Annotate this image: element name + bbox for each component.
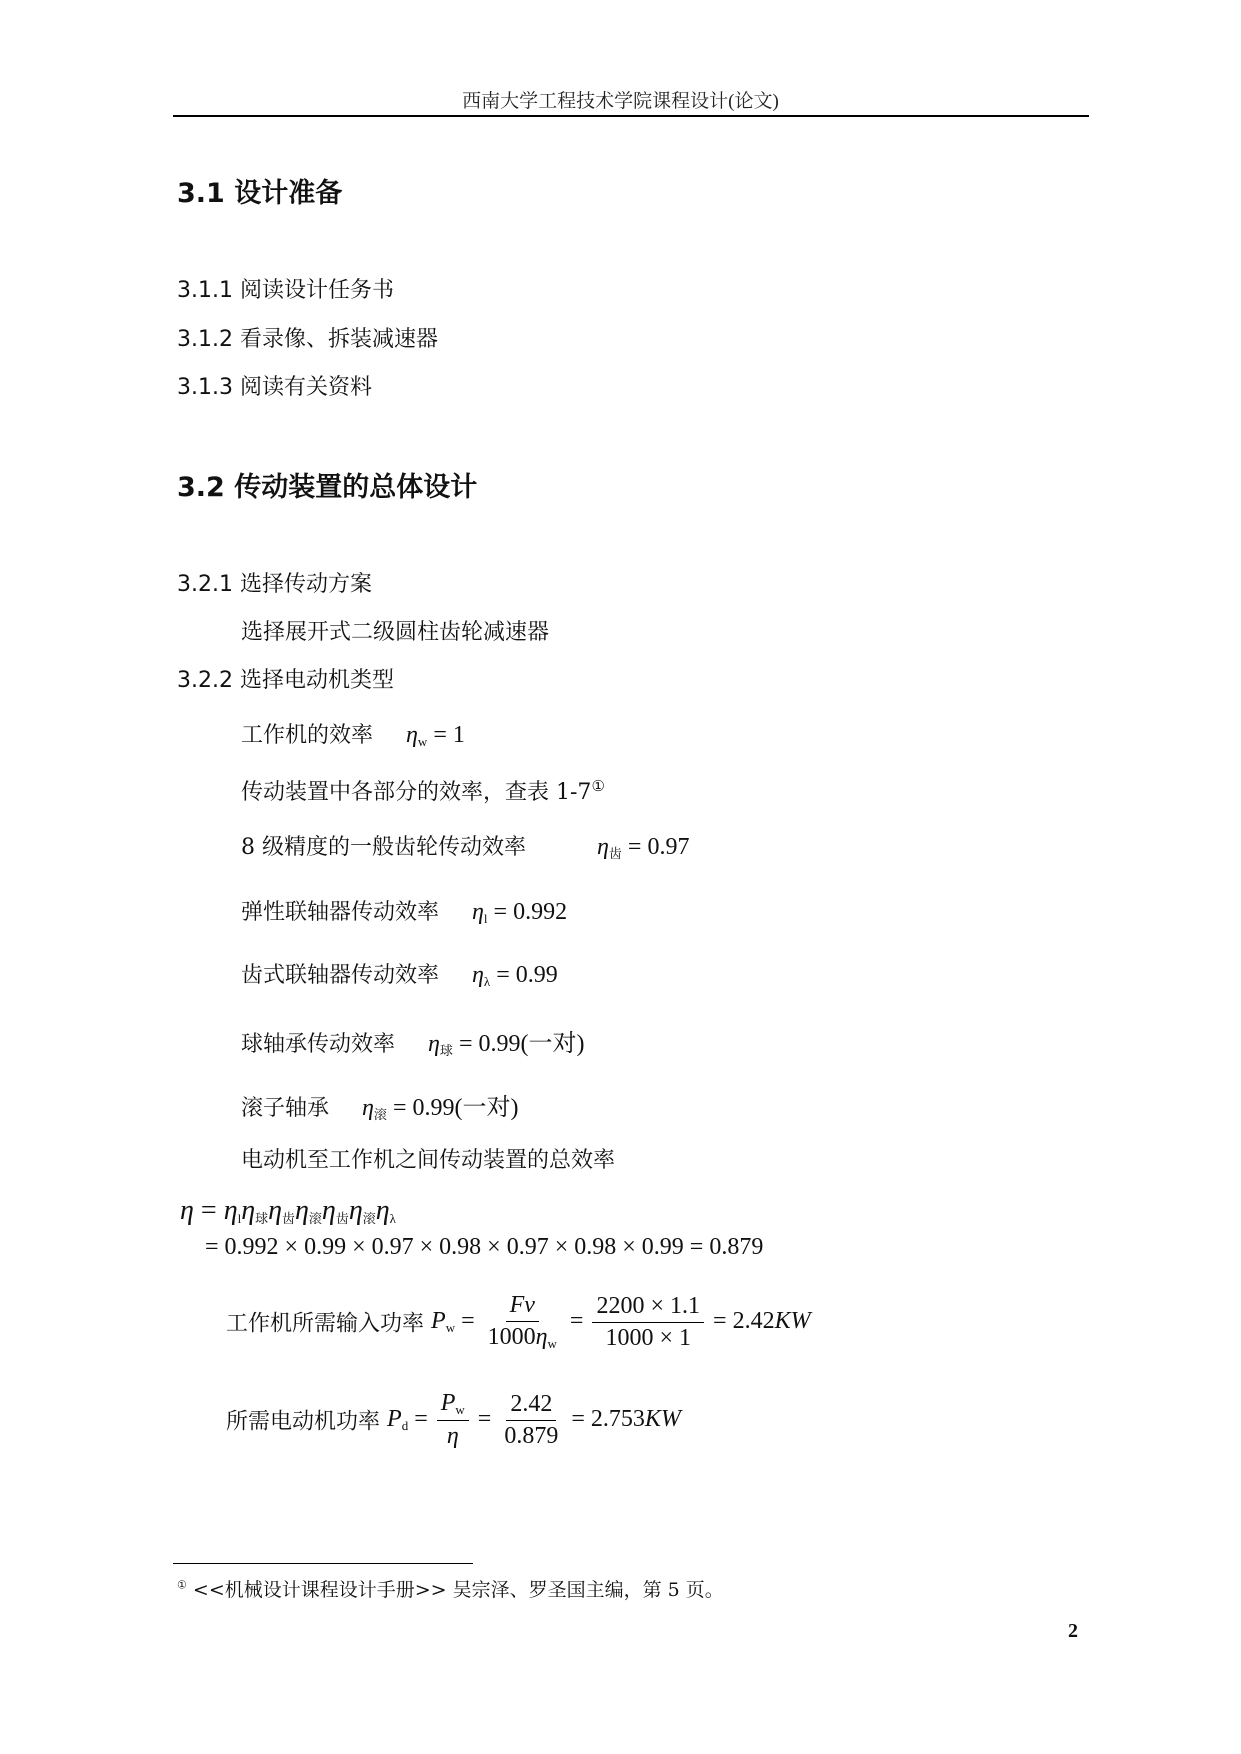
section-3-1-heading: 3.1 设计准备: [177, 178, 343, 209]
roller-bearing-line: 滚子轴承 $\eta_滚 = 0.99$(一对): [241, 1095, 519, 1122]
elastic-coupling-line: 弹性联轴器传动效率 $\eta_l = 0.992$: [241, 899, 568, 926]
footnote-text: <<机械设计课程设计手册>> 吴宗泽、罗圣国主编，第 5 页。: [192, 1579, 724, 1601]
ball-bearing-formula: $\eta_球 = 0.99$(一对): [428, 1031, 585, 1058]
gear-efficiency-formula: $\eta_齿 = 0.97$: [597, 834, 690, 861]
section-3-2-heading: 3.2 传动装置的总体设计: [177, 472, 478, 503]
gear-efficiency-line: 8 级精度的一般齿轮传动效率 $\eta_齿 = 0.97$: [241, 834, 690, 861]
header-rule: [173, 115, 1089, 117]
footnote-mark: ①: [177, 1578, 187, 1592]
transmission-scheme-text: 选择展开式二级圆柱齿轮减速器: [241, 620, 550, 645]
toothed-coupling-formula: $\eta_\lambda = 0.99$: [472, 962, 558, 989]
roller-bearing-formula: $\eta_滚 = 0.99$(一对): [362, 1095, 519, 1122]
item-3-1-1: 3.1.1 阅读设计任务书: [177, 278, 394, 303]
footnote-marker: ①: [591, 777, 605, 795]
work-efficiency-line: [241, 718, 465, 750]
total-efficiency-formula: $\eta = \eta_l\eta_球\eta_齿\eta_滚\eta_齿\eta_滚\eta_\lambda$: [180, 1195, 396, 1226]
footnote: [177, 1575, 724, 1602]
toothed-coupling-line: 齿式联轴器传动效率 $\eta_\lambda = 0.99$: [241, 962, 558, 989]
motor-power-formula: $P_d$ = $\frac{P_w}{\eta}$ = $\frac{2.42}{0.879}$ = 2.753KW: [387, 1390, 681, 1449]
work-efficiency-formula: $\eta_w = 1$: [406, 722, 465, 749]
table-reference-line: 传动装置中各部分的效率，查表 1-7①: [241, 777, 605, 805]
item-3-2-1: 3.2.1 选择传动方案: [177, 572, 372, 597]
total-efficiency-label: 电动机至工作机之间传动装置的总效率: [241, 1148, 616, 1173]
item-3-2-2: 3.2.2 选择电动机类型: [177, 668, 394, 693]
ball-bearing-line: 球轴承传动效率 $\eta_球 = 0.99$(一对): [241, 1031, 585, 1058]
footnote-rule: [173, 1563, 473, 1564]
work-efficiency-label: 工作机的效率: [241, 723, 374, 748]
total-efficiency-product: = 0.992 × 0.99 × 0.97 × 0.98 × 0.97 × 0.98 × 0.99 = 0.879: [205, 1234, 764, 1260]
item-3-1-3: 3.1.3 阅读有关资料: [177, 375, 372, 400]
elastic-coupling-formula: $\eta_l = 0.992$: [472, 899, 568, 926]
input-power-line: 工作机所需输入功率 $P_w$ = $\frac{Fv}{1000\eta_w}$ = $\frac{2200 \times 1.1}{1000 \times 1}$ = 2.42KW: [226, 1292, 811, 1351]
page-header-title: 西南大学工程技术学院课程设计(论文): [462, 91, 779, 112]
item-3-1-2: 3.1.2 看录像、拆装减速器: [177, 327, 438, 352]
input-power-formula: $P_w$ = $\frac{Fv}{1000\eta_w}$ = $\frac{2200 \times 1.1}{1000 \times 1}$ = 2.42KW: [431, 1292, 811, 1351]
page-number: 2: [1068, 1620, 1078, 1642]
motor-power-line: 所需电动机功率 $P_d$ = $\frac{P_w}{\eta}$ = $\frac{2.42}{0.879}$ = 2.753KW: [226, 1390, 681, 1449]
